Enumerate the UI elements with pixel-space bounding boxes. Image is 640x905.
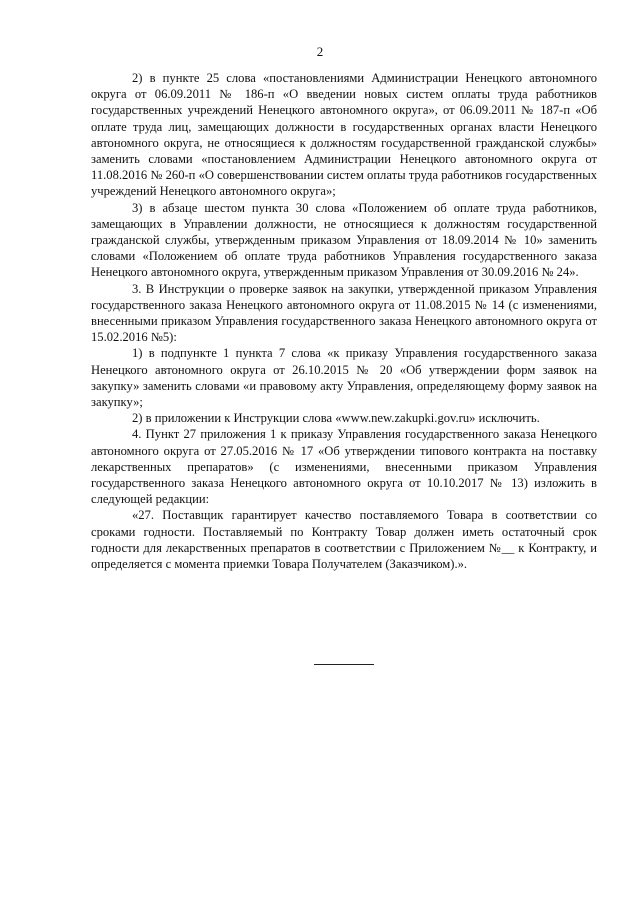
- paragraph-section-4: 4. Пункт 27 приложения 1 к приказу Управления государственного заказа Ненецкого автономного округа от 27.05.2016 № 17 «Об утверждении типового контракта на поставку лекарственных препаратов» (с изменениями, внесенными приказом Управления государственного заказа Ненецкого автономного округа от 10.10.2017 № 13) изложить в следующей редакции:: [91, 427, 597, 507]
- paragraph-subitem-1: 1) в подпункте 1 пункта 7 слова «к приказу Управления государственного заказа Ненецкого автономного округа от 26.10.2015 № 20 «Об утверждении форм заявок на закупку» заменить словами «и правовому акту Управления, определяющему форму заявок на закупку»;: [91, 346, 597, 410]
- paragraph-quoted-clause-27: «27. Поставщик гарантирует качество поставляемого Товара в соответствии со сроками годности. Поставляемый по Контракту Товар должен иметь остаточный срок годности для лекарственных препаратов в соответствии с Приложением №__ к Контракту, и определяется с момента приемки Товара Получателем (Заказчиком).».: [91, 508, 597, 572]
- paragraph-item-3-clause-30: 3) в абзаце шестом пункта 30 слова «Положением об оплате труда работников, замещающих в Управлении должности, не относящиеся к должностям государственной гражданской службы, утвержденным приказом Управления от 18.09.2014 № 10» заменить словами «Положением об оплате труда работников Управления государственного заказа Ненецкого автономного округа, утвержденным приказом Управления от 30.09.2016 № 24».: [91, 200, 597, 280]
- paragraph-subitem-2: 2) в приложении к Инструкции слова «www.new.zakupki.gov.ru» исключить.: [132, 411, 540, 426]
- end-divider-line: [314, 664, 374, 665]
- paragraph-section-3-instruction: 3. В Инструкции о проверке заявок на закупки, утвержденной приказом Управления государственного заказа Ненецкого автономного округа от 11.08.2015 № 14 (с изменениями, внесенными приказом Управления государственного заказа Ненецкого автономного округа от 15.02.2016 №5):: [91, 281, 597, 345]
- document-body: [91, 70, 597, 572]
- paragraph-item-2-clause-25: 2) в пункте 25 слова «постановлениями Администрации Ненецкого автономного округа от 06.09.2011 № 186-п «О введении новых систем оплаты труда работников государственных учреждений Ненецкого автономного округа», от 06.09.2011 № 187-п «Об оплате труда лиц, замещающих должности в государственных органах власти Ненецкого автономного округа, не относящиеся к должностям государственной гражданской службы» заменить словами «постановлением Администрации Ненецкого автономного округа от 11.08.2016 № 260-п «О совершенствовании систем оплаты труда работников государственных учреждений Ненецкого автономного округа»;: [91, 71, 597, 199]
- page-number: 2: [316, 44, 324, 59]
